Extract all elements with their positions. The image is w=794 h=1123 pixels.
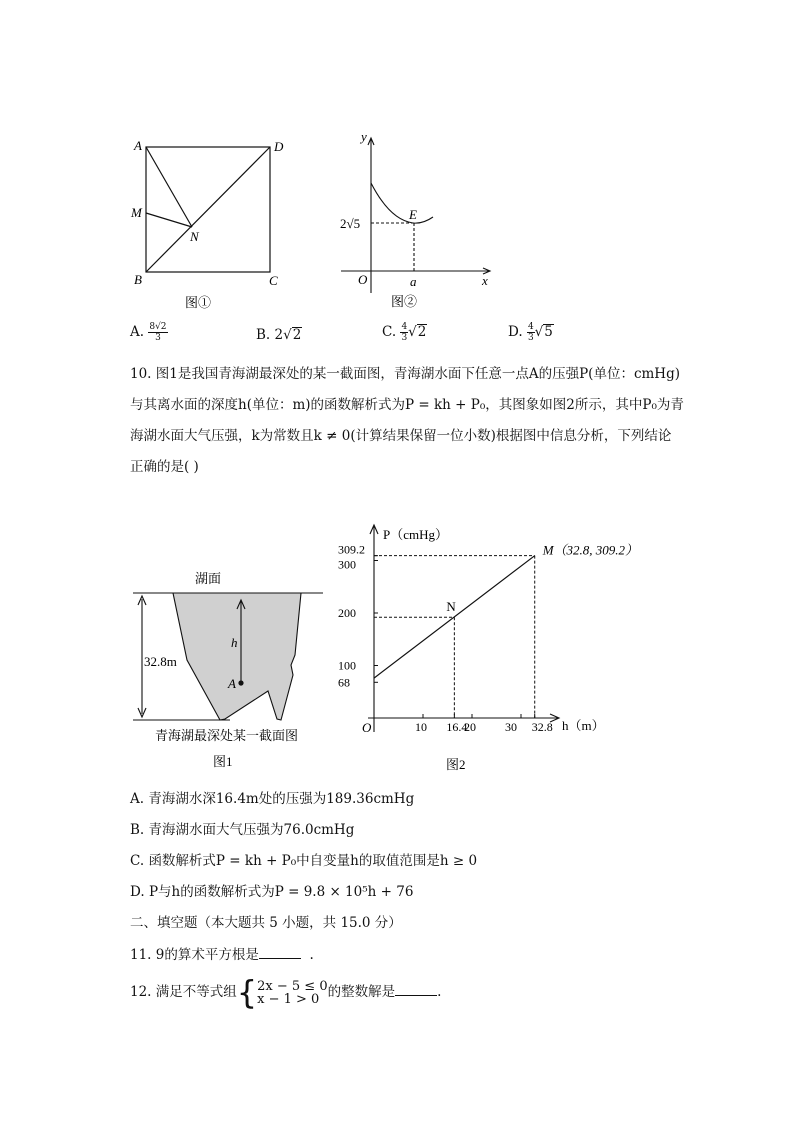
q12-inequality-2: x − 1 > 0 — [257, 991, 320, 1007]
q12-system — [257, 980, 327, 1006]
point-a-label: A — [228, 676, 236, 691]
y-tick-label: 200 — [338, 606, 356, 620]
q10-option-d-text: P与h的函数解析式为P = 9.8 × 10⁵h + 76 — [148, 884, 414, 900]
option-a-numerator: 8√2 — [149, 322, 167, 332]
q11-period: . — [309, 947, 314, 963]
q10-option-c-letter: C. — [130, 853, 145, 869]
q9-option-d: D. $\frac{4}{3}$ √5 — [508, 322, 553, 343]
option-d-numerator: 4 — [527, 322, 534, 332]
lake-surface-label: 湖面 — [195, 571, 222, 586]
square-figure — [128, 135, 298, 315]
q10-option-b — [130, 820, 354, 840]
x-tick-label: 10 — [415, 720, 427, 734]
depth-label: 32.8m — [144, 654, 177, 669]
label-a-axis: a — [410, 274, 417, 289]
q10-line-2: 与其离水面的深度h(单位：m)的函数解析式为P = kh + P₀，其图象如图2所示，其中P₀为青 — [130, 397, 684, 413]
point-n-label: N — [446, 599, 456, 615]
x-tick-label: 16.4 — [446, 720, 468, 734]
lake-cross-section — [125, 565, 330, 780]
option-d-radicand: 5 — [544, 324, 553, 340]
q10-option-c — [130, 851, 477, 871]
option-d-fraction — [527, 322, 535, 343]
q10-option-a — [130, 789, 414, 809]
q10-option-b-text: 青海湖水面大气压强为76.0cmHg — [148, 822, 355, 838]
y-tick-label: 100 — [338, 658, 356, 673]
label-x: x — [482, 273, 488, 288]
q11-answer-blank[interactable] — [259, 944, 301, 959]
option-a-denominator: 3 — [155, 333, 161, 343]
option-b-letter: B. — [256, 327, 271, 343]
q9-option-c: C. $\frac{4}{3}$ √2 — [382, 322, 427, 343]
label-y: y — [361, 129, 367, 144]
option-b-radicand: 2 — [292, 327, 302, 343]
diagonal-bd — [146, 147, 270, 272]
label-n: N — [190, 229, 199, 244]
option-b-coef: 2 — [274, 327, 284, 343]
q10-option-c-text: 函数解析式P = kh + P₀中自变量h的取值范围是h ≥ 0 — [148, 853, 478, 869]
q10-option-a-letter: A. — [130, 791, 145, 807]
q9-option-a — [130, 322, 168, 343]
q11 — [130, 944, 314, 965]
y-tick-label: 309.2 — [338, 542, 365, 557]
label-y-value: 2√5 — [340, 216, 361, 231]
label-a: A — [134, 138, 142, 153]
label-b: B — [134, 272, 142, 287]
option-a-fraction — [148, 322, 167, 343]
label-c: C — [269, 273, 278, 288]
point-m-label: M（32.8, 309.2） — [542, 542, 639, 558]
h-label: h — [231, 635, 238, 650]
q10-line-4: 正确的是( ) — [130, 459, 199, 475]
pressure-chart — [330, 520, 660, 780]
caption-fig1: 图① — [185, 295, 212, 310]
q10-option-d-letter: D. — [130, 884, 145, 900]
label-m: M — [131, 205, 142, 220]
label-e: E — [409, 207, 417, 222]
option-c-letter: C. — [382, 324, 397, 340]
q9-option-b: B. 2√2 — [256, 327, 302, 343]
q12-suffix: 的整数解是 — [327, 984, 396, 1000]
option-c-fraction — [400, 322, 408, 343]
label-d: D — [274, 139, 284, 154]
option-a-letter: A. — [130, 324, 145, 340]
caption-fig2: 图② — [391, 294, 418, 309]
q12-brace: { — [236, 973, 258, 1012]
point-a-dot — [238, 680, 243, 685]
q10-line-1: 10. 图1是我国青海湖最深处的某一截面图，青海湖水面下任意一点A的压强P(单位：cmHg) — [130, 366, 680, 382]
label-origin: O — [358, 272, 368, 287]
x-tick-label: 32.8 — [531, 720, 553, 734]
x-tick-label: 20 — [464, 720, 476, 734]
q10-line-3: 海湖水面大气压强，k为常数且k ≠ 0(计算结果保留一位小数)根据图中信息分析，下列结论 — [130, 428, 672, 444]
x-tick-label: 30 — [505, 720, 517, 734]
chart-y-label: P（cmHg） — [383, 527, 449, 542]
chart-x-label: h（m） — [562, 718, 605, 733]
y-tick-label: 300 — [338, 557, 356, 572]
q12-answer-blank[interactable] — [395, 981, 437, 996]
chart-caption: 图2 — [446, 757, 466, 772]
function-graph — [335, 125, 500, 315]
q10-option-b-letter: B. — [130, 822, 145, 838]
q10-option-d — [130, 882, 413, 902]
section-2-heading: 二、填空题（本大题共 5 小题，共 15.0 分） — [130, 915, 402, 931]
option-c-denominator: 3 — [401, 333, 408, 343]
option-c-radicand: 2 — [417, 324, 427, 340]
curve — [371, 183, 433, 223]
option-d-denominator: 3 — [527, 333, 534, 343]
q12-text: 12. 满足不等式组 — [130, 984, 237, 1000]
lake-caption: 图1 — [213, 754, 233, 769]
option-d-letter: D. — [508, 324, 523, 340]
chart-origin-label: O — [362, 720, 372, 735]
lake-subtitle: 青海湖最深处某一截面图 — [155, 728, 299, 743]
q12 — [130, 973, 442, 1012]
q11-text: 11. 9的算术平方根是 — [130, 947, 259, 963]
q10-option-a-text: 青海湖水深16.4m处的压强为189.36cmHg — [148, 791, 415, 807]
option-c-numerator: 4 — [401, 322, 408, 332]
q12-inequality-1: 2x − 5 ≤ 0 — [257, 978, 328, 994]
q12-period: . — [437, 984, 442, 1000]
y-tick-label: 68 — [338, 675, 350, 690]
lake-basin — [173, 593, 301, 720]
